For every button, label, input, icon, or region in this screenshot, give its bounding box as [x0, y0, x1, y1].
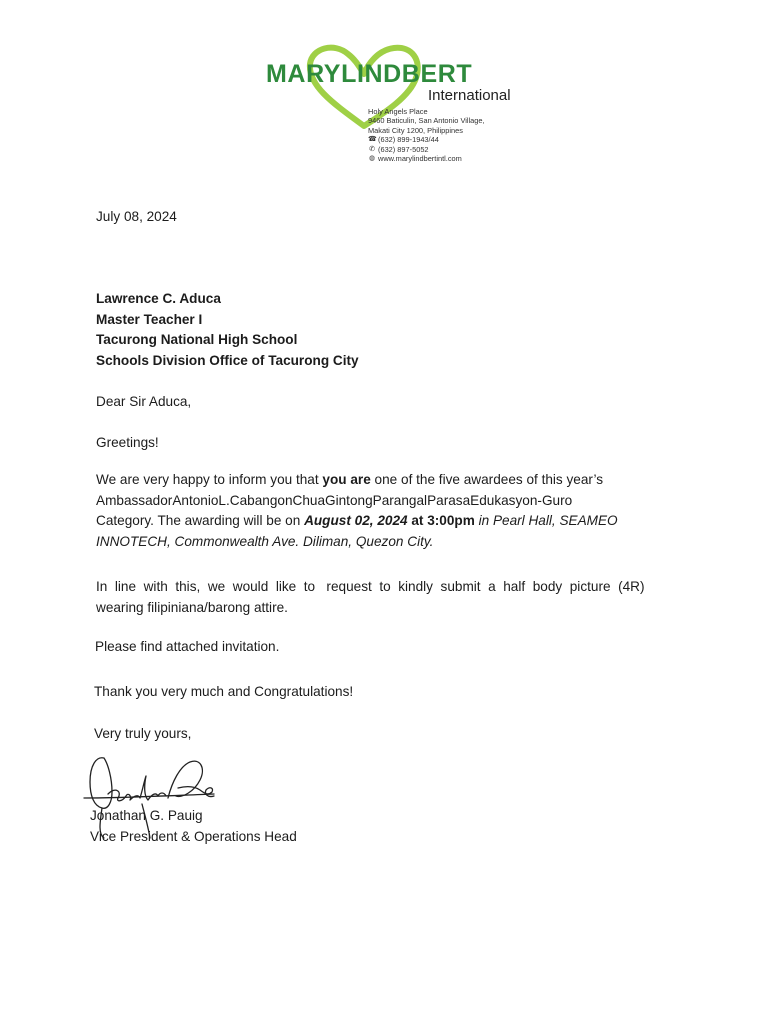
telephone-icon: ☎	[368, 136, 377, 144]
text-run: one of the five awardees of this year’s	[370, 472, 604, 487]
paragraph-line	[96, 511, 686, 532]
emphasis-text: you are	[322, 472, 371, 487]
award-name-word: Parangal	[372, 492, 428, 508]
signatory-title: Vice President & Operations Head	[90, 829, 297, 844]
award-venue-line: INNOTECH, Commonwealth Ave. Diliman, Quezon City.	[96, 533, 434, 549]
award-name-word: Antonio	[172, 492, 219, 508]
award-name-word: -	[537, 492, 542, 508]
fax-row	[368, 145, 485, 154]
paragraph-announcement	[96, 470, 686, 552]
paragraph-line: wearing filipiniana/barong attire.	[96, 599, 288, 615]
phone-number: (632) 899-1943/44	[378, 135, 439, 145]
recipient-office: Schools Division Office of Tacurong City	[96, 353, 359, 368]
paragraph-line	[96, 470, 686, 491]
award-name-word: Para	[427, 492, 456, 508]
recipient-position: Master Teacher I	[96, 312, 203, 327]
phone-row	[368, 135, 485, 144]
fax-number: (632) 897-5052	[378, 144, 429, 154]
text-run: We are very happy to inform you that	[96, 472, 323, 487]
address-line: 9460 Baticulin, San Antonio Village,	[368, 116, 485, 126]
award-name-word: Chua	[292, 492, 326, 508]
award-name-word: Edukasyon	[470, 492, 538, 508]
website-row	[368, 154, 485, 163]
attachment-note: Please find attached invitation.	[95, 639, 280, 654]
address-line: Holy Angels Place	[368, 107, 428, 116]
award-date: August 02, 2024	[304, 513, 408, 528]
recipient-name: Lawrence C. Aduca	[96, 291, 221, 306]
website-link[interactable]: www.marylindbertintl.com	[378, 154, 462, 164]
salutation: Dear Sir Aduca,	[96, 394, 192, 409]
award-name-word: Guro	[541, 492, 573, 508]
fax-icon: ✆	[369, 145, 375, 153]
globe-icon: ◍	[368, 155, 376, 163]
award-time: at 3:00pm	[407, 513, 475, 528]
recipient-school: Tacurong National High School	[96, 332, 298, 347]
paragraph-request	[96, 577, 686, 618]
signatory-name: Jonathan G. Pauig	[90, 808, 203, 823]
letter-date: July 08, 2024	[96, 209, 177, 224]
brand-subtitle: International	[428, 87, 511, 104]
award-name-word: L.	[218, 492, 230, 508]
thank-you-line: Thank you very much and Congratulations!	[94, 684, 354, 699]
award-name-word: Ambassador	[96, 492, 173, 508]
greeting: Greetings!	[96, 435, 159, 450]
closing: Very truly yours,	[94, 726, 192, 741]
award-venue: in Pearl Hall, SEAMEO	[474, 513, 618, 528]
address-line: Makati City 1200, Philippines	[368, 125, 463, 135]
letterhead	[262, 40, 522, 170]
paragraph-line: In line with this, we would like to request to kindly submit a half body picture (4R)	[96, 579, 645, 594]
award-name-word: Cabangon	[229, 492, 293, 508]
award-name-line	[96, 491, 686, 512]
award-name-word: Gintong	[325, 492, 373, 508]
letterhead-address	[368, 107, 485, 163]
award-name-word: sa	[455, 492, 471, 508]
brand-name: MARYLINDBERT	[266, 60, 473, 88]
text-run: Category. The awarding will be on	[96, 513, 305, 528]
